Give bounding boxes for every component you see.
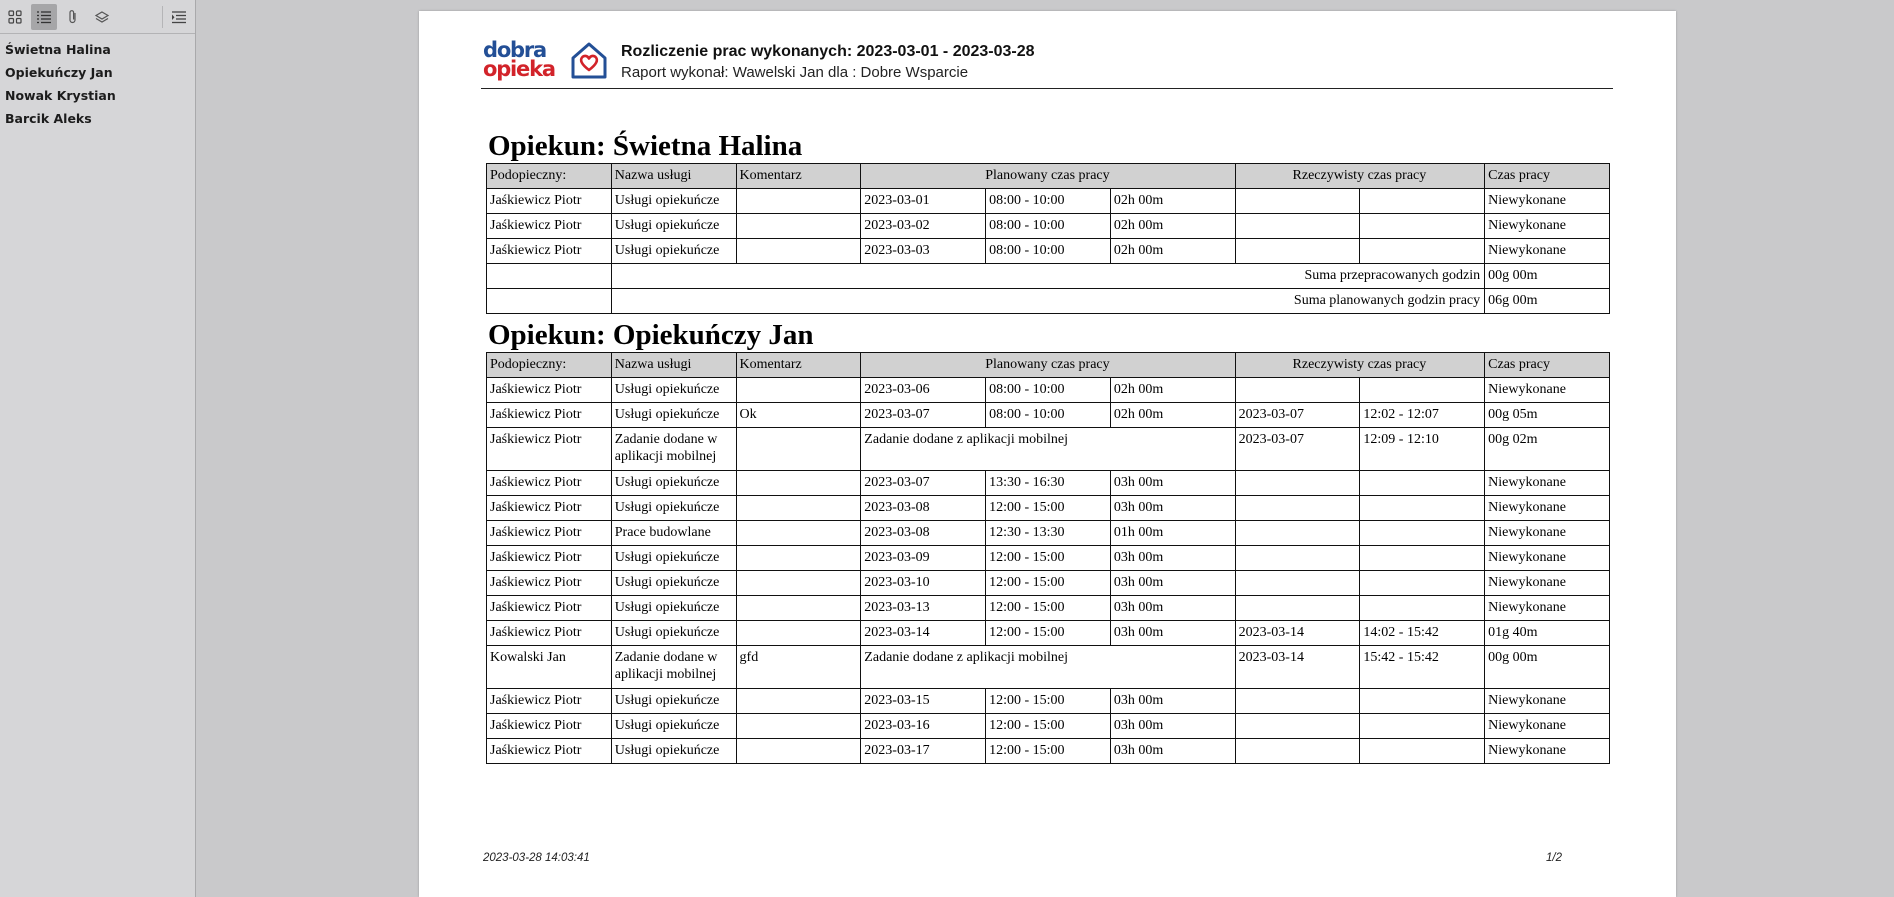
cell-rz-data (1235, 739, 1360, 764)
outline-item-opiekunczy-jan[interactable]: Opiekuńczy Jan (5, 65, 113, 80)
cell-podopieczny: Jaśkiewicz Piotr (487, 403, 612, 428)
cell-nazwa: Usługi opiekuńcze (611, 714, 736, 739)
cell-komentarz (736, 471, 861, 496)
cell-komentarz (736, 714, 861, 739)
cell-plan-czas: 02h 00m (1110, 189, 1235, 214)
cell-nazwa: Prace budowlane (611, 521, 736, 546)
cell-czas: Niewykonane (1485, 546, 1610, 571)
cell-plan-czas: 02h 00m (1110, 214, 1235, 239)
cell-plan-data: 2023-03-07 (861, 403, 986, 428)
outline-item-nowak-krystian[interactable]: Nowak Krystian (5, 88, 116, 103)
cell-rz-data: 2023-03-14 (1235, 646, 1360, 689)
cell-plan-godz: 12:00 - 15:00 (986, 621, 1111, 646)
col-header-nazwa: Nazwa usługi (611, 353, 736, 378)
cell-plan-czas: 02h 00m (1110, 239, 1235, 264)
table-header-row (487, 164, 1610, 189)
cell-rz-godz (1360, 571, 1485, 596)
cell-plan-godz: 12:00 - 15:00 (986, 739, 1111, 764)
cell-podopieczny: Jaśkiewicz Piotr (487, 714, 612, 739)
cell-czas: Niewykonane (1485, 521, 1610, 546)
document-page (419, 11, 1676, 897)
sum-worked-label: Suma przepracowanych godzin (611, 264, 1484, 289)
layers-icon[interactable] (89, 4, 115, 30)
cell-komentarz (736, 521, 861, 546)
cell-rz-data: 2023-03-07 (1235, 428, 1360, 471)
col-header-rzeczywisty: Rzeczywisty czas pracy (1235, 164, 1485, 189)
cell-plan-czas: 03h 00m (1110, 714, 1235, 739)
cell-czas: Niewykonane (1485, 189, 1610, 214)
cell-komentarz (736, 496, 861, 521)
cell-rz-data (1235, 571, 1360, 596)
cell-rz-godz: 15:42 - 15:42 (1360, 646, 1485, 689)
cell-komentarz (736, 739, 861, 764)
cell-komentarz (736, 571, 861, 596)
col-header-rzeczywisty: Rzeczywisty czas pracy (1235, 353, 1485, 378)
dobra-opieka-logo (483, 38, 611, 81)
table-row (487, 378, 1610, 403)
table-row (487, 214, 1610, 239)
outline-icon[interactable] (31, 4, 57, 30)
cell-plan-data: 2023-03-03 (861, 239, 986, 264)
report-subtitle: Raport wykonał: Wawelski Jan dla : Dobre Wsparcie (621, 64, 969, 81)
cell-podopieczny: Jaśkiewicz Piotr (487, 214, 612, 239)
cell-podopieczny: Kowalski Jan (487, 646, 612, 689)
cell-plan-merged: Zadanie dodane z aplikacji mobilnej (861, 646, 1235, 689)
cell-plan-data: 2023-03-14 (861, 621, 986, 646)
cell-rz-data (1235, 471, 1360, 496)
cell-plan-godz: 12:00 - 15:00 (986, 596, 1111, 621)
cell-rz-godz: 12:09 - 12:10 (1360, 428, 1485, 471)
cell-plan-godz: 12:00 - 15:00 (986, 546, 1111, 571)
cell-nazwa: Zadanie dodane w aplikacji mobilnej (611, 428, 736, 471)
table-row (487, 689, 1610, 714)
cell-plan-data: 2023-03-13 (861, 596, 986, 621)
table-row (487, 571, 1610, 596)
thumbnails-icon[interactable] (2, 4, 28, 30)
cell-plan-data: 2023-03-08 (861, 496, 986, 521)
cell-plan-godz: 08:00 - 10:00 (986, 239, 1111, 264)
col-header-planowany: Planowany czas pracy (861, 353, 1235, 378)
cell-plan-czas: 03h 00m (1110, 471, 1235, 496)
cell-plan-merged: Zadanie dodane z aplikacji mobilnej (861, 428, 1235, 471)
cell-komentarz (736, 239, 861, 264)
sum-planned-row (487, 289, 1610, 314)
cell-nazwa: Usługi opiekuńcze (611, 214, 736, 239)
cell-podopieczny: Jaśkiewicz Piotr (487, 471, 612, 496)
cell-plan-czas: 03h 00m (1110, 621, 1235, 646)
cell-komentarz (736, 689, 861, 714)
cell-nazwa: Usługi opiekuńcze (611, 689, 736, 714)
table-row (487, 403, 1610, 428)
cell-plan-godz: 12:00 - 15:00 (986, 714, 1111, 739)
cell-plan-godz: 08:00 - 10:00 (986, 189, 1111, 214)
cell-rz-data: 2023-03-14 (1235, 621, 1360, 646)
report-content (486, 129, 1610, 764)
cell-plan-godz: 12:00 - 15:00 (986, 571, 1111, 596)
col-header-komentarz: Komentarz (736, 353, 861, 378)
col-header-podopieczny: Podopieczny: (487, 164, 612, 189)
col-header-nazwa: Nazwa usługi (611, 164, 736, 189)
cell-rz-godz (1360, 239, 1485, 264)
cell-rz-data (1235, 521, 1360, 546)
cell-czas: Niewykonane (1485, 378, 1610, 403)
col-header-czas: Czas pracy (1485, 164, 1610, 189)
cell-rz-data: 2023-03-07 (1235, 403, 1360, 428)
cell-plan-data: 2023-03-15 (861, 689, 986, 714)
cell-czas: 00g 02m (1485, 428, 1610, 471)
cell-podopieczny: Jaśkiewicz Piotr (487, 621, 612, 646)
paperclip-icon[interactable] (60, 4, 86, 30)
col-header-czas: Czas pracy (1485, 353, 1610, 378)
cell-rz-godz: 12:02 - 12:07 (1360, 403, 1485, 428)
cell-plan-godz: 08:00 - 10:00 (986, 214, 1111, 239)
cell-podopieczny: Jaśkiewicz Piotr (487, 739, 612, 764)
col-header-planowany: Planowany czas pracy (861, 164, 1235, 189)
table-header-row (487, 353, 1610, 378)
cell-nazwa: Usługi opiekuńcze (611, 189, 736, 214)
cell-nazwa: Usługi opiekuńcze (611, 621, 736, 646)
cell-podopieczny: Jaśkiewicz Piotr (487, 689, 612, 714)
cell-plan-czas: 01h 00m (1110, 521, 1235, 546)
cell-plan-data: 2023-03-07 (861, 471, 986, 496)
cell-rz-data (1235, 546, 1360, 571)
table-row (487, 739, 1610, 764)
cell-czas: 00g 05m (1485, 403, 1610, 428)
cell-czas: Niewykonane (1485, 689, 1610, 714)
cell-komentarz (736, 428, 861, 471)
cell-rz-godz (1360, 471, 1485, 496)
cell-nazwa: Usługi opiekuńcze (611, 496, 736, 521)
table-row (487, 596, 1610, 621)
cell-czas: 00g 00m (1485, 646, 1610, 689)
table-row (487, 471, 1610, 496)
sidebar-toolbar (0, 0, 195, 34)
toolbar-separator (162, 6, 163, 28)
cell-nazwa: Usługi opiekuńcze (611, 378, 736, 403)
cell-plan-data: 2023-03-17 (861, 739, 986, 764)
outline-list (0, 34, 195, 130)
table-row (487, 521, 1610, 546)
logo-text-line2: opieka (483, 57, 555, 81)
cell-plan-data: 2023-03-02 (861, 214, 986, 239)
section-title: Opiekun: Opiekuńczy Jan (488, 319, 814, 351)
caregiver-table (486, 352, 1610, 764)
cell-plan-data: 2023-03-10 (861, 571, 986, 596)
cell-rz-godz (1360, 189, 1485, 214)
cell-nazwa: Zadanie dodane w aplikacji mobilnej (611, 646, 736, 689)
cell-podopieczny: Jaśkiewicz Piotr (487, 546, 612, 571)
cell-czas: Niewykonane (1485, 739, 1610, 764)
cell-rz-godz (1360, 714, 1485, 739)
sidebar (0, 0, 196, 897)
cell-czas: 01g 40m (1485, 621, 1610, 646)
cell-podopieczny: Jaśkiewicz Piotr (487, 596, 612, 621)
cell-plan-data: 2023-03-16 (861, 714, 986, 739)
table-row (487, 496, 1610, 521)
table-row (487, 189, 1610, 214)
table-row (487, 714, 1610, 739)
report-title: Rozliczenie prac wykonanych: 2023-03-01 - 2023-03-28 (621, 43, 1035, 60)
cell-rz-godz (1360, 739, 1485, 764)
cell-komentarz (736, 214, 861, 239)
col-header-podopieczny: Podopieczny: (487, 353, 612, 378)
cell-komentarz (736, 189, 861, 214)
table-row (487, 646, 1610, 689)
outline-options-icon[interactable] (166, 4, 192, 30)
cell-plan-czas: 03h 00m (1110, 496, 1235, 521)
cell-plan-czas: 03h 00m (1110, 596, 1235, 621)
cell-czas: Niewykonane (1485, 471, 1610, 496)
table-row (487, 239, 1610, 264)
sum-worked-value: 00g 00m (1485, 264, 1610, 289)
cell-nazwa: Usługi opiekuńcze (611, 596, 736, 621)
cell-komentarz (736, 621, 861, 646)
cell-plan-czas: 03h 00m (1110, 546, 1235, 571)
cell-rz-data (1235, 378, 1360, 403)
sum-planned-label: Suma planowanych godzin pracy (611, 289, 1484, 314)
cell-plan-godz: 13:30 - 16:30 (986, 471, 1111, 496)
cell-plan-godz: 08:00 - 10:00 (986, 378, 1111, 403)
cell-czas: Niewykonane (1485, 239, 1610, 264)
cell-plan-czas: 02h 00m (1110, 403, 1235, 428)
cell-rz-godz (1360, 496, 1485, 521)
cell-komentarz: Ok (736, 403, 861, 428)
cell-podopieczny: Jaśkiewicz Piotr (487, 496, 612, 521)
cell-rz-data (1235, 239, 1360, 264)
cell-plan-data: 2023-03-06 (861, 378, 986, 403)
cell-komentarz: gfd (736, 646, 861, 689)
cell-nazwa: Usługi opiekuńcze (611, 571, 736, 596)
cell-podopieczny: Jaśkiewicz Piotr (487, 378, 612, 403)
cell-komentarz (736, 546, 861, 571)
cell-rz-data (1235, 714, 1360, 739)
house-heart-icon (569, 41, 609, 81)
cell-plan-godz: 12:00 - 15:00 (986, 496, 1111, 521)
outline-item-swietna-halina[interactable]: Świetna Halina (5, 42, 111, 57)
sum-planned-value: 06g 00m (1485, 289, 1610, 314)
logo-text-line1: dobra (483, 38, 547, 62)
cell-czas: Niewykonane (1485, 596, 1610, 621)
cell-czas: Niewykonane (1485, 714, 1610, 739)
cell-plan-data: 2023-03-09 (861, 546, 986, 571)
footer-page-number: 1/2 (1546, 852, 1562, 864)
col-header-komentarz: Komentarz (736, 164, 861, 189)
cell-rz-godz (1360, 521, 1485, 546)
table-row (487, 428, 1610, 471)
footer-timestamp: 2023-03-28 14:03:41 (483, 852, 590, 864)
cell-plan-godz: 12:00 - 15:00 (986, 689, 1111, 714)
cell-rz-godz (1360, 378, 1485, 403)
cell-nazwa: Usługi opiekuńcze (611, 471, 736, 496)
outline-item-barcik-aleks[interactable]: Barcik Aleks (5, 111, 92, 126)
cell-nazwa: Usługi opiekuńcze (611, 739, 736, 764)
cell-rz-godz: 14:02 - 15:42 (1360, 621, 1485, 646)
table-row (487, 546, 1610, 571)
cell-plan-data: 2023-03-01 (861, 189, 986, 214)
cell-plan-czas: 03h 00m (1110, 739, 1235, 764)
cell-rz-data (1235, 496, 1360, 521)
report-header (481, 31, 1613, 89)
cell-plan-czas: 03h 00m (1110, 689, 1235, 714)
cell-plan-godz: 08:00 - 10:00 (986, 403, 1111, 428)
cell-rz-godz (1360, 214, 1485, 239)
cell-nazwa: Usługi opiekuńcze (611, 546, 736, 571)
cell-czas: Niewykonane (1485, 496, 1610, 521)
cell-plan-godz: 12:30 - 13:30 (986, 521, 1111, 546)
cell-podopieczny: Jaśkiewicz Piotr (487, 521, 612, 546)
table-row (487, 621, 1610, 646)
section-title: Opiekun: Świetna Halina (488, 130, 803, 162)
cell-rz-godz (1360, 596, 1485, 621)
cell-podopieczny: Jaśkiewicz Piotr (487, 189, 612, 214)
cell-komentarz (736, 596, 861, 621)
cell-plan-data: 2023-03-08 (861, 521, 986, 546)
cell-rz-godz (1360, 689, 1485, 714)
cell-czas: Niewykonane (1485, 571, 1610, 596)
cell-rz-godz (1360, 546, 1485, 571)
cell-rz-data (1235, 596, 1360, 621)
cell-plan-czas: 03h 00m (1110, 571, 1235, 596)
cell-podopieczny: Jaśkiewicz Piotr (487, 428, 612, 471)
cell-rz-data (1235, 689, 1360, 714)
cell-podopieczny: Jaśkiewicz Piotr (487, 571, 612, 596)
cell-plan-czas: 02h 00m (1110, 378, 1235, 403)
caregiver-table (486, 163, 1610, 314)
cell-nazwa: Usługi opiekuńcze (611, 403, 736, 428)
cell-rz-data (1235, 214, 1360, 239)
sum-worked-row (487, 264, 1610, 289)
cell-czas: Niewykonane (1485, 214, 1610, 239)
cell-rz-data (1235, 189, 1360, 214)
cell-podopieczny: Jaśkiewicz Piotr (487, 239, 612, 264)
cell-komentarz (736, 378, 861, 403)
cell-nazwa: Usługi opiekuńcze (611, 239, 736, 264)
